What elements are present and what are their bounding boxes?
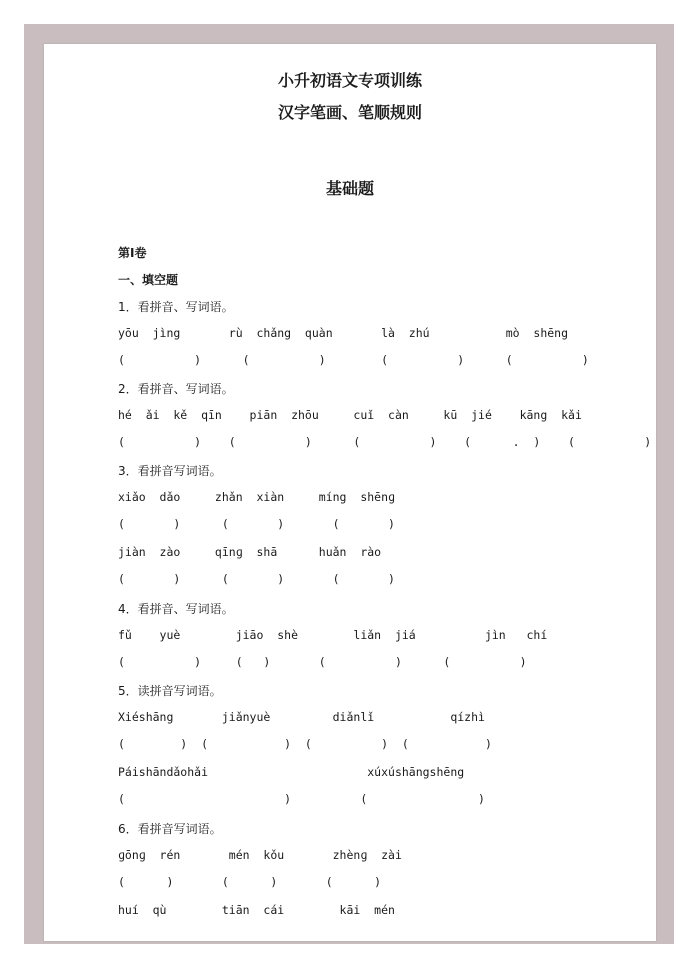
- question-3-blanks-row-2: ( ) ( ) ( ): [118, 572, 395, 586]
- question-6-instruction: 6．看拼音写词语。: [118, 822, 222, 836]
- question-2-blanks: ( ) ( ) ( ) ( . ) ( ): [118, 435, 652, 449]
- question-6-blanks-row-1: ( ) ( ) ( ): [118, 875, 382, 889]
- question-1-instruction: 1．看拼音、写词语。: [118, 300, 234, 314]
- part-heading: 一、填空题: [118, 273, 179, 287]
- question-6-pinyin-row-1: ɡōnɡ rén mén kǒu zhènɡ zài: [118, 848, 402, 862]
- volume-heading: 第Ⅰ卷: [118, 246, 147, 260]
- question-5-pinyin-row-2: Páishāndǎohǎi xúxúshāngshēng: [118, 765, 465, 779]
- question-4-pinyin: fǔ yuè jiāo shè liǎn jiá jìn chí: [118, 628, 548, 642]
- question-2-instruction: 2．看拼音、写词语。: [118, 382, 234, 396]
- document-subtitle: 汉字笔画、笔顺规则: [277, 103, 422, 122]
- question-5-blanks-row-1: ( ) ( ) ( ) ( ): [118, 737, 492, 751]
- question-5-instruction: 5．读拼音写词语。: [118, 684, 222, 698]
- document-title: 小升初语文专项训练: [277, 71, 422, 90]
- document-page: [44, 44, 656, 941]
- question-2-pinyin: hé ǎi kě qīn piān zhōu cuǐ càn kū jié kāng kǎi: [118, 408, 582, 422]
- question-3-instruction: 3．看拼音写词语。: [118, 464, 222, 478]
- question-4-instruction: 4．看拼音、写词语。: [118, 602, 234, 616]
- question-3-pinyin-row-2: jiàn zào qīnɡ shā huǎn rào: [118, 545, 382, 559]
- question-5-blanks-row-2: ( ) ( ): [118, 792, 485, 806]
- question-1-blanks: ( ) ( ) ( ) ( ): [118, 353, 589, 367]
- question-3-blanks-row-1: ( ) ( ) ( ): [118, 517, 395, 531]
- question-6-pinyin-row-2: huí qù tiān cái kāi mén: [118, 903, 395, 917]
- question-5-pinyin-row-1: Xiéshāng jiǎnyuè diǎnlǐ qízhì: [118, 710, 485, 724]
- question-3-pinyin-row-1: xiǎo dǎo zhǎn xiàn míng shēnɡ: [118, 490, 395, 504]
- question-4-blanks: ( ) ( ) ( ) ( ): [118, 655, 527, 669]
- question-1-pinyin: yōu jìng rù chǎng quàn là zhú mò shēng: [118, 326, 569, 340]
- section-title: 基础题: [325, 179, 374, 198]
